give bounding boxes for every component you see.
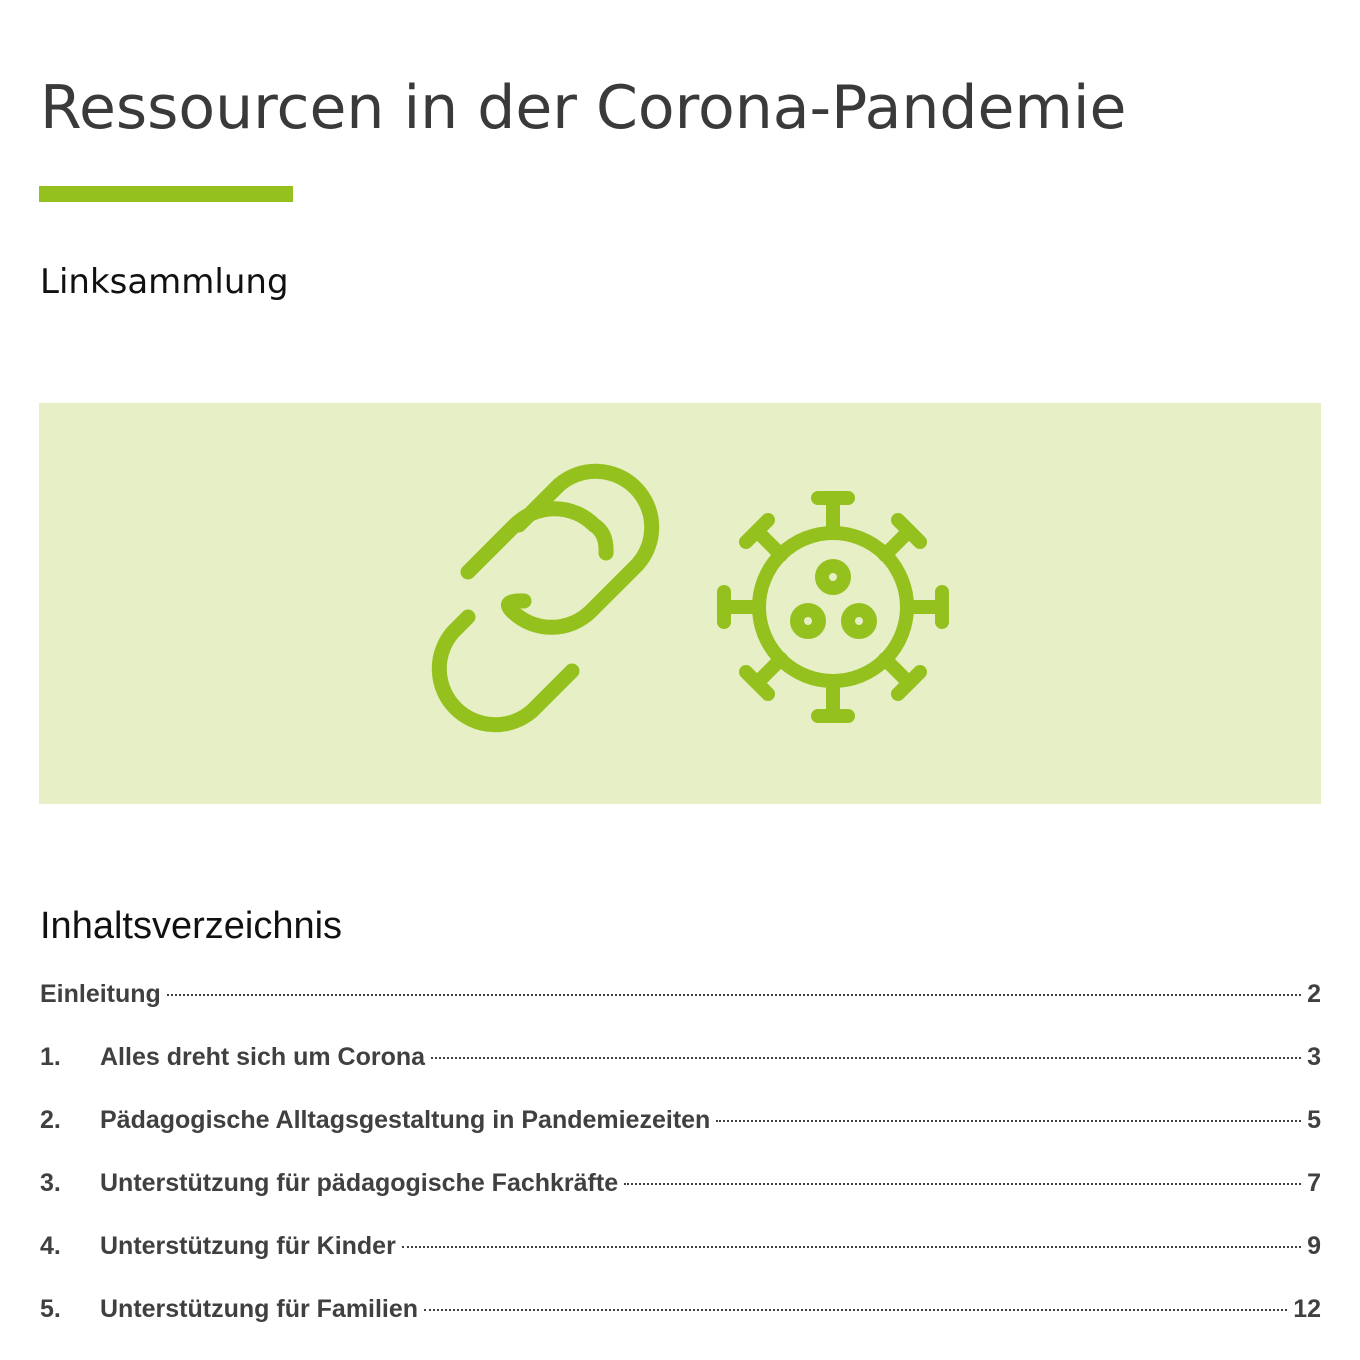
cover-banner [39,403,1321,804]
toc-leader-dots [424,1309,1287,1311]
toc-entry-number: 4. [40,1232,61,1260]
toc-entry-number: 5. [40,1295,61,1323]
document-subtitle: Linksammlung [40,262,289,302]
toc-entry-label: Alles dreht sich um Corona [100,1043,426,1071]
toc-leader-dots [716,1120,1301,1122]
toc-entry-3[interactable] [40,1159,1321,1222]
toc-heading: Inhaltsverzeichnis [40,905,343,947]
toc-entry-page: 5 [1307,1106,1321,1134]
toc-entry-intro[interactable] [40,970,1321,1033]
toc-entry-label: Einleitung [40,980,161,1008]
toc-entry-label: Pädagogische Alltagsgestaltung in Pandemiezeiten [100,1106,711,1134]
toc-leader-dots [167,994,1301,996]
table-of-contents [40,970,1321,1348]
toc-entry-label: Unterstützung für Familien [100,1295,419,1323]
document-title: Ressourcen in der Corona-Pandemie [40,73,1127,143]
toc-entry-2[interactable] [40,1096,1321,1159]
toc-leader-dots [624,1183,1301,1185]
title-accent-bar [39,186,293,202]
toc-entry-number: 2. [40,1106,61,1134]
toc-entry-1[interactable] [40,1033,1321,1096]
toc-entry-page: 2 [1307,980,1321,1008]
toc-entry-page: 7 [1307,1169,1321,1197]
virus-icon [714,488,954,728]
toc-entry-4[interactable] [40,1222,1321,1285]
toc-leader-dots [431,1057,1301,1059]
toc-entry-5[interactable] [40,1285,1321,1348]
toc-entry-page: 9 [1307,1232,1321,1260]
toc-entry-label: Unterstützung für Kinder [100,1232,396,1260]
toc-entry-label: Unterstützung für pädagogische Fachkräfte [100,1169,619,1197]
toc-leader-dots [402,1246,1301,1248]
toc-entry-number: 3. [40,1169,61,1197]
chain-link-icon-graphic [379,453,679,753]
toc-entry-page: 3 [1307,1043,1321,1071]
toc-entry-page: 12 [1293,1295,1321,1323]
toc-entry-number: 1. [40,1043,61,1071]
